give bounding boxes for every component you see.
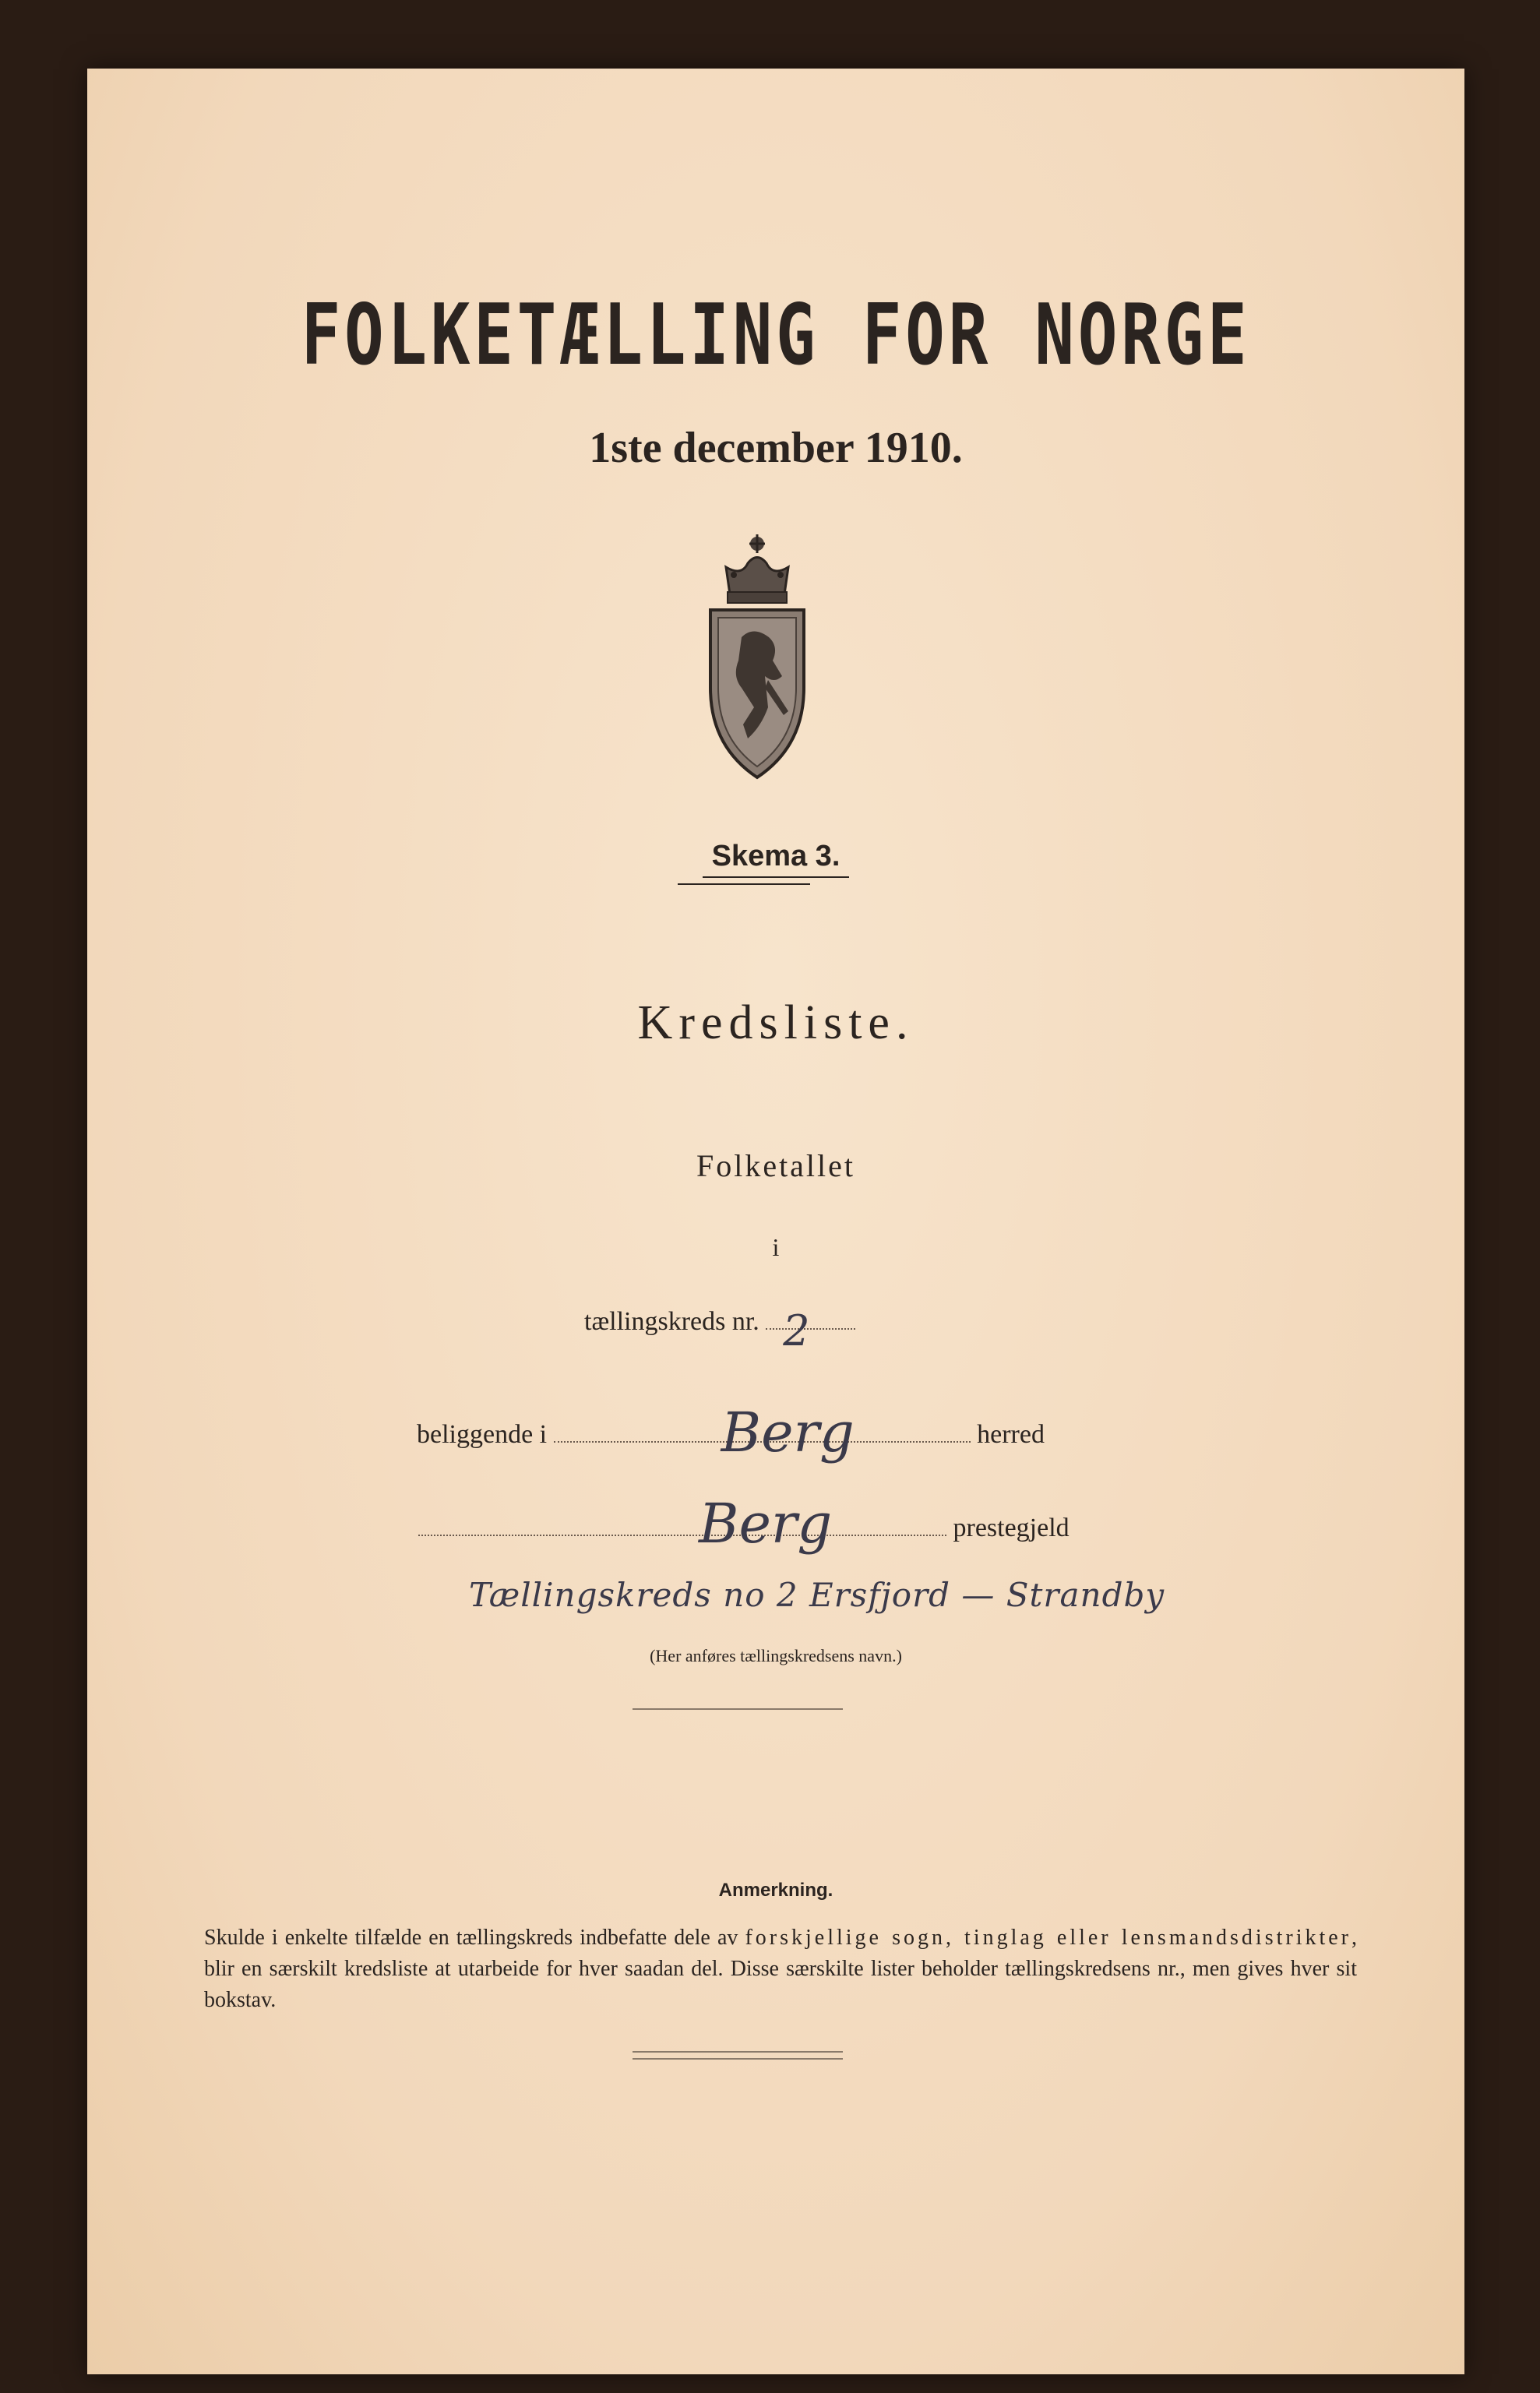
note-text-spaced: forskjellige sogn, tinglag eller lensmandsdistrikter bbox=[745, 1926, 1352, 1950]
herred-field[interactable] bbox=[554, 1401, 971, 1464]
preposition-i: i bbox=[772, 1233, 780, 1261]
divider-double-top bbox=[633, 2051, 843, 2053]
prestegjeld-field[interactable] bbox=[418, 1492, 946, 1556]
note-text-2: , blir en særskilt kredsliste at utarbeide for hver saadan del. Disse særskilte lister beholder tællingskredsens nr., men gives hver sit bokstav. bbox=[204, 1926, 1358, 2012]
document-page bbox=[87, 69, 1464, 2374]
herred-label: herred bbox=[977, 1420, 1045, 1449]
norwegian-coat-of-arms-icon bbox=[687, 520, 827, 785]
divider-short bbox=[633, 1708, 843, 1710]
prestegjeld-value: Berg bbox=[699, 1492, 833, 1556]
kreds-number-label: tællingskreds nr. bbox=[584, 1307, 759, 1336]
document-title: FOLKETÆLLING FOR NORGE bbox=[301, 287, 1251, 384]
herred-value: Berg bbox=[721, 1401, 855, 1464]
form-name: Kredsliste. bbox=[637, 996, 914, 1049]
kreds-number-row bbox=[584, 1306, 855, 1355]
schema-underline bbox=[678, 883, 810, 885]
note-heading: Anmerkning. bbox=[718, 1880, 833, 1901]
beliggende-label: beliggende i bbox=[417, 1420, 548, 1449]
prestegjeld-row bbox=[418, 1492, 1070, 1556]
schema-number bbox=[87, 840, 1464, 878]
kreds-number-value: 2 bbox=[783, 1306, 810, 1355]
prestegjeld-label: prestegjeld bbox=[953, 1514, 1070, 1542]
divider-double-bottom bbox=[633, 2058, 843, 2060]
kreds-name-value[interactable]: Tællingskreds no 2 Ersfjord — Strandby bbox=[469, 1576, 1165, 1614]
kreds-name-hint: (Her anføres tællingskredsens navn.) bbox=[650, 1646, 902, 1665]
folketallet-heading: Folketallet bbox=[696, 1148, 856, 1183]
kreds-number-field[interactable] bbox=[766, 1306, 855, 1355]
note-paragraph bbox=[204, 1923, 1357, 2016]
herred-row bbox=[417, 1401, 1045, 1464]
schema-label: Skema 3. bbox=[703, 840, 850, 878]
note-text-1: Skulde i enkelte tilfælde en tællingskreds indbefatte dele av bbox=[204, 1926, 745, 1950]
census-date: 1ste december 1910. bbox=[589, 424, 963, 472]
